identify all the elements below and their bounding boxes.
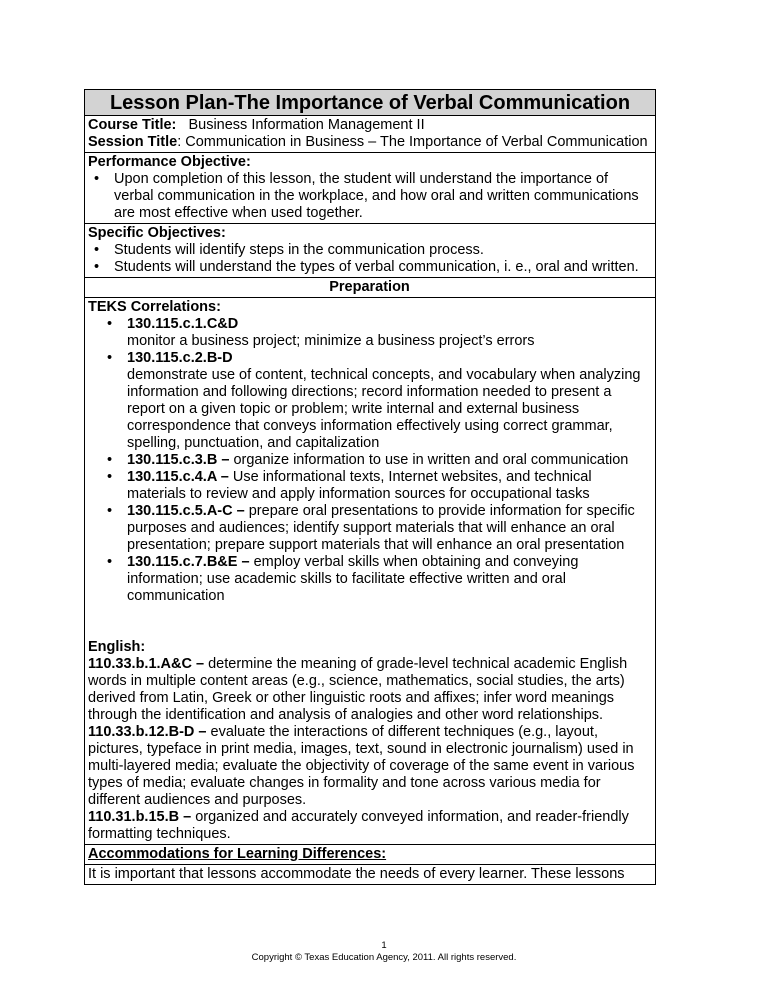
teks-code: • 130.115.c.1.C&D	[127, 316, 239, 332]
lesson-plan-table	[84, 89, 656, 885]
course-title-label: Course Title:	[88, 117, 177, 133]
list-item: • Upon completion of this lesson, the student will understand the importance of verbal communication in the workplace, and how oral and written communications are most effective when used together.	[88, 171, 651, 222]
english-label: English:	[88, 639, 146, 655]
page-footer	[0, 940, 768, 964]
teks-code: 130.115.c.4.A –	[127, 469, 229, 485]
english-item	[88, 724, 651, 809]
page-title: Lesson Plan-The Importance of Verbal Communication	[85, 90, 655, 116]
list-item	[88, 503, 651, 554]
course-session-cell	[85, 116, 655, 153]
session-title-value: : Communication in Business – The Importance of Verbal Communication	[177, 134, 648, 150]
spacer	[88, 605, 651, 639]
list-item	[88, 316, 651, 350]
session-title-line	[88, 134, 651, 151]
teks-text: demonstrate use of content, technical concepts, and vocabulary when analyzing information and following directions; record information needed to present a report on a given topic or problem; write internal and external business correspondence that conveys information effectively using correct grammar, spelling, punctuation, and capitalization	[127, 367, 641, 451]
english-text: determine the meaning of grade-level technical academic English words in multiple content areas (e.g., science, mathematics, social studies, the arts) derived from Latin, Greek or other linguistic roots and affixes; infer word meanings through the identification and analysis of analogies and other word relationships.	[88, 656, 628, 723]
accommodations-text: It is important that lessons accommodate the needs of every learner. These lessons	[88, 866, 625, 882]
teks-code: 130.115.c.3.B –	[127, 452, 230, 468]
list-item	[88, 554, 651, 605]
copyright-notice: Copyright © Texas Education Agency, 2011. All rights reserved.	[251, 952, 517, 963]
teks-text: Use informational texts, Internet websites, and technical materials to review and apply information sources for occupational tasks	[127, 469, 592, 502]
specific-objectives-list	[88, 242, 651, 276]
session-title-label: Session Title	[88, 134, 178, 150]
list-item	[88, 469, 651, 503]
teks-text: employ verbal skills when obtaining and conveying information; use academic skills to facilitate effective written and oral communication	[127, 554, 579, 604]
performance-objective-list	[88, 171, 651, 222]
english-code: 110.33.b.1.A&C –	[88, 656, 205, 672]
english-code: 110.33.b.12.B-D –	[88, 724, 207, 740]
specific-objectives-cell	[85, 224, 655, 278]
list-item	[88, 350, 651, 452]
accommodations-heading: Accommodations for Learning Differences:	[85, 845, 655, 865]
course-title-value: Business Information Management II	[188, 117, 425, 133]
teks-code: 130.115.c.7.B&E –	[127, 554, 250, 570]
teks-label: TEKS Correlations:	[88, 299, 221, 315]
english-item	[88, 809, 651, 843]
teks-list	[88, 316, 651, 605]
teks-text: organize information to use in written and oral communication	[233, 452, 629, 468]
english-text: organized and accurately conveyed information, and reader-friendly formatting techniques.	[88, 809, 629, 842]
list-item: • Students will understand the types of verbal communication, i. e., oral and written.	[88, 259, 651, 276]
teks-code: 130.115.c.5.A-C –	[127, 503, 245, 519]
english-text: evaluate the interactions of different techniques (e.g., layout, pictures, typeface in print media, images, text, sound in electronic journalism) used in multi-layered media; evaluate the objectivity of coverage of the same event in various types of media; evaluate changes in formality and tone across various media for different audiences and purposes.	[88, 724, 635, 808]
list-item: • Students will identify steps in the communication process.	[88, 242, 651, 259]
teks-code: • 130.115.c.2.B-D	[127, 350, 233, 366]
page-number: 1	[381, 940, 387, 951]
specific-objectives-label: Specific Objectives:	[88, 225, 226, 241]
performance-objective-label: Performance Objective:	[88, 154, 251, 170]
list-item	[88, 452, 651, 469]
teks-text: monitor a business project; minimize a business project’s errors	[127, 333, 535, 349]
english-item	[88, 656, 651, 724]
teks-text: prepare oral presentations to provide information for specific purposes and audiences; identify support materials that will enhance an oral presentation; prepare support materials that will enhance an oral presentation	[127, 503, 635, 553]
performance-objective-cell	[85, 153, 655, 224]
english-code: 110.31.b.15.B –	[88, 809, 192, 825]
preparation-heading: Preparation	[85, 278, 655, 298]
teks-english-cell	[85, 298, 655, 845]
course-title-line	[88, 117, 651, 134]
